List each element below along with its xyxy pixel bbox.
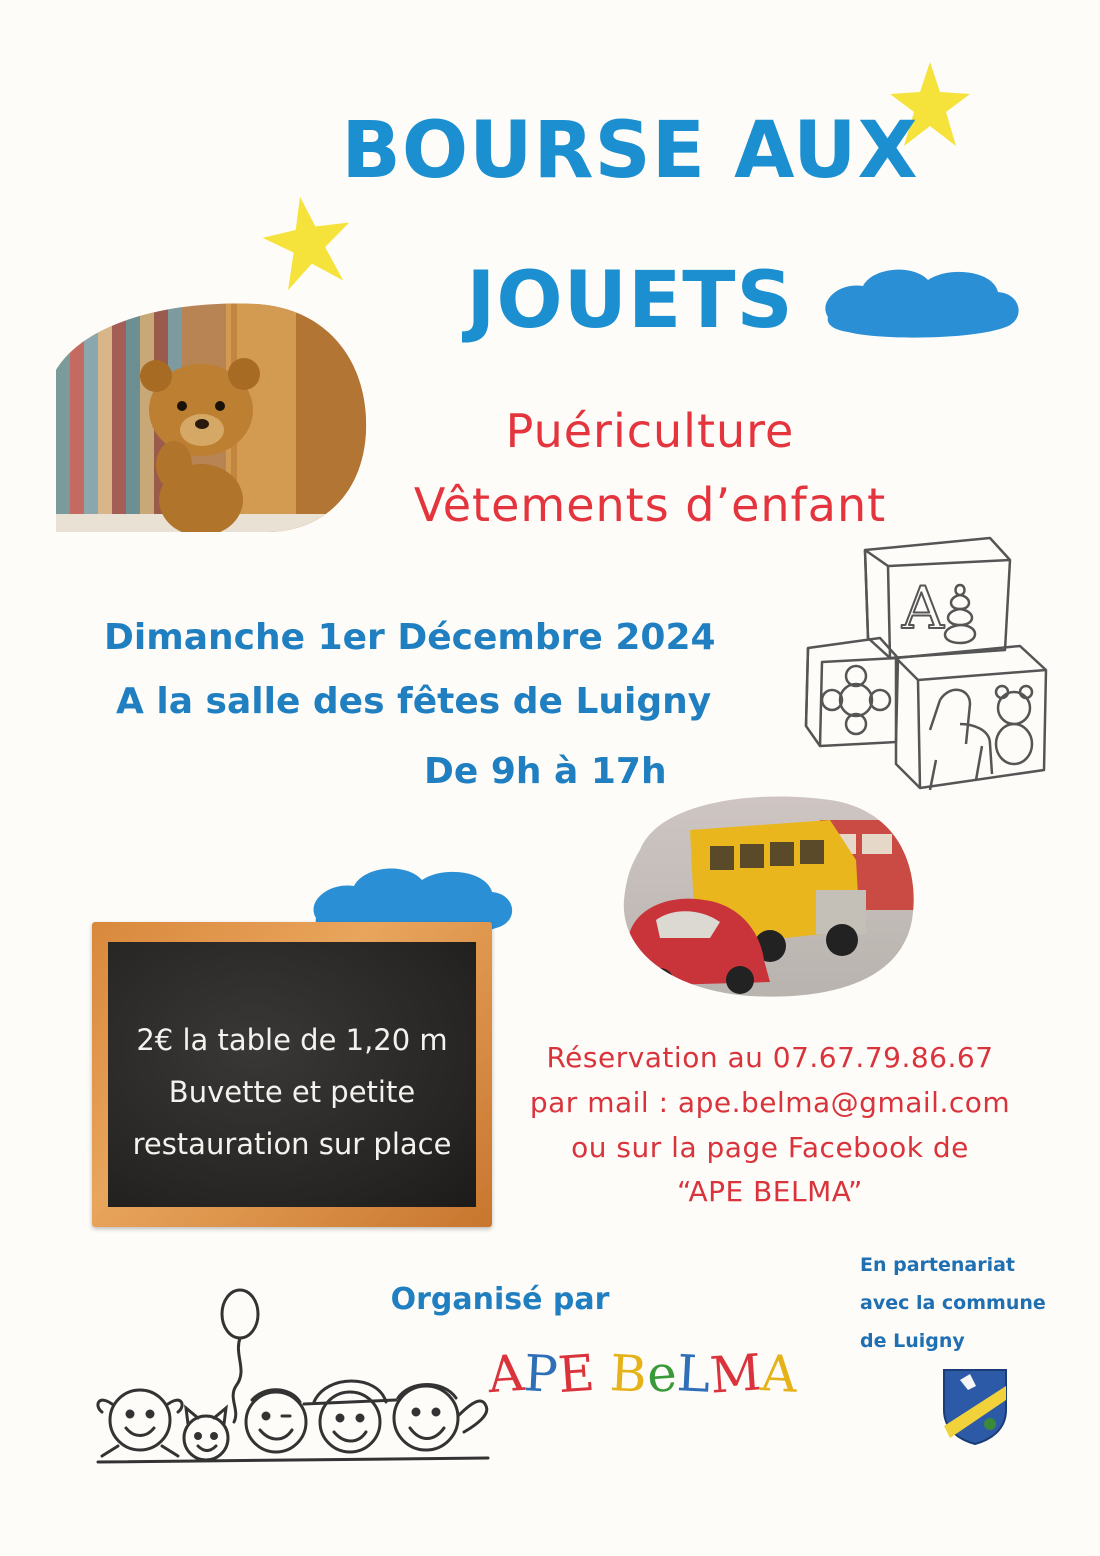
subtitle-line1: Puériculture [505, 404, 795, 458]
toy-blocks-drawing [800, 530, 1055, 800]
event-location: A la salle des fêtes de Luigny [116, 681, 712, 722]
reservation-facebook-page: “APE BELMA” [677, 1175, 863, 1208]
reservation-facebook: ou sur la page Facebook de [571, 1131, 969, 1164]
organizer-label: Organisé par [390, 1282, 610, 1317]
partner-line2: avec la commune [860, 1292, 1046, 1314]
coat-of-arms-icon [940, 1366, 1010, 1446]
chalkboard-surface [108, 942, 476, 1207]
teddy-bear-photo [56, 300, 368, 540]
chalkboard-buvette: Buvette et petite [168, 1075, 416, 1109]
event-date: Dimanche 1er Décembre 2024 [104, 617, 716, 658]
toy-cars-photo [620, 790, 920, 1000]
balloon-icon [222, 1290, 258, 1338]
subtitle-line2: Vêtements d’enfant [413, 478, 887, 532]
ape-belma-logo: APE BeLMA [486, 1343, 799, 1405]
grid-paper-decoration [40, 40, 380, 340]
svg-text:A: A [902, 574, 944, 642]
poster-title-line2: JOUETS [466, 256, 794, 346]
reservation-email: par mail : ape.belma@gmail.com [529, 1086, 1011, 1119]
partner-line1: En partenariat [860, 1254, 1016, 1276]
chalkboard [92, 922, 492, 1227]
children-drawing [88, 1286, 498, 1476]
event-hours: De 9h à 17h [424, 751, 667, 792]
reservation-phone: Réservation au 07.67.79.86.67 [546, 1041, 994, 1074]
chalkboard-restauration: restauration sur place [132, 1127, 452, 1161]
chalkboard-price: 2€ la table de 1,20 m [136, 1023, 448, 1057]
partner-line3: de Luigny [860, 1330, 965, 1352]
poster-title-line1: BOURSE AUX [341, 106, 919, 196]
